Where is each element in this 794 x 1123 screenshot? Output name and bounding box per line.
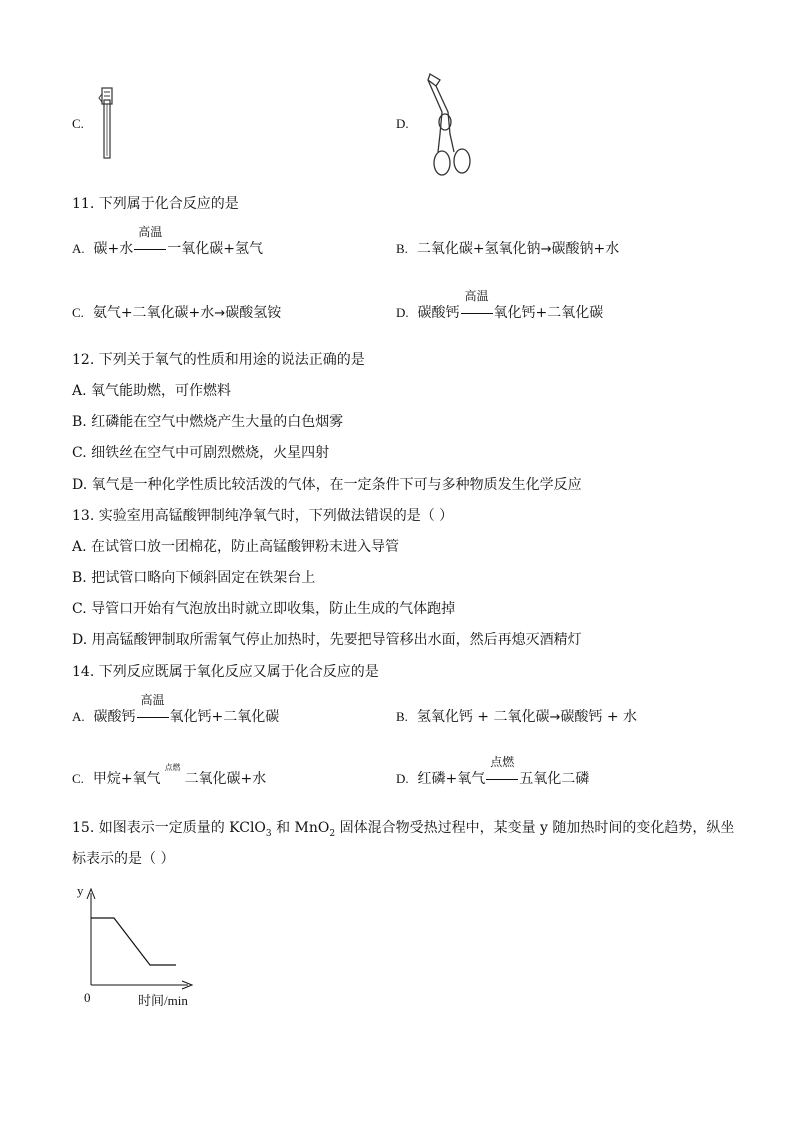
q14-b-products: 碳酸钙 + 水 — [560, 709, 638, 725]
q11-option-b — [396, 238, 619, 258]
q13-option-a: A. 在试管口放一团棉花，防止高锰酸钾粉末进入导管 — [72, 539, 400, 555]
q11-c-label: C. — [72, 305, 84, 320]
q14-option-a — [72, 693, 280, 726]
q14-a-label: A. — [72, 709, 85, 724]
test-tube-clamp-image — [96, 86, 120, 162]
q13-option-c: C. 导管口开始有气泡放出时就立即收集，防止生成的气体跑掉 — [72, 601, 456, 617]
q14-d-label: D. — [396, 771, 409, 786]
q11-a-condition: 高温 — [133, 241, 167, 257]
q11-a-reactants: 碳+水 — [93, 241, 134, 257]
option-d-label: D. — [396, 116, 409, 131]
y-axis-label: y — [77, 883, 84, 898]
q12-option-d: D. 氧气是一种化学性质比较活泼的气体，在一定条件下可与多种物质发生化学反应 — [72, 477, 582, 493]
q15-stem-line2: 标表示的是（ ） — [72, 851, 175, 867]
q14-option-b — [396, 706, 637, 726]
q11-option-a — [72, 225, 264, 258]
origin-label: 0 — [84, 990, 91, 1005]
q11-b-reactants: 二氧化碳+氢氧化钠 — [416, 241, 541, 257]
q14-d-products: 五氧化二磷 — [519, 771, 590, 787]
q11-c-reactants: 氨气+二氧化碳+水 — [92, 305, 215, 321]
reaction-arrow-icon: → — [549, 710, 561, 725]
q11-d-products: 氧化钙+二氧化碳 — [493, 305, 604, 321]
q11-stem: 11. 下列属于化合反应的是 — [72, 196, 239, 212]
q11-d-label: D. — [396, 305, 409, 320]
q14-d-condition: 点燃 — [485, 771, 519, 787]
q14-c-label: C. — [72, 771, 84, 786]
q15-graph — [70, 881, 210, 1009]
q13-option-d: D. 用高锰酸钾制取所需氧气停止加热时，先要把导管移出水面，然后再熄灭酒精灯 — [72, 632, 582, 648]
q14-a-condition: 高温 — [136, 709, 170, 725]
q12-stem: 12. 下列关于氧气的性质和用途的说法正确的是 — [72, 352, 365, 368]
q15-stem: 15. 如图表示一定质量的 KClO$_3$ 和 MnO$_2$ 固体混合物受热过程中，某变量 y 随加热时间的变化趋势，纵坐 — [72, 820, 735, 839]
q12-option-a: A. 氧气能助燃，可作燃料 — [72, 383, 232, 399]
q14-b-reactants: 氢氧化钙 + 二氧化碳 — [416, 709, 550, 725]
q14-b-label: B. — [396, 709, 408, 724]
q11-a-label: A. — [72, 241, 85, 256]
reaction-arrow-icon: → — [540, 242, 552, 257]
q14-option-d — [396, 755, 590, 788]
q11-c-products: 碳酸氢铵 — [225, 305, 282, 321]
option-c-label: C. — [72, 116, 84, 131]
q14-c-products: 二氧化碳+水 — [184, 771, 267, 787]
q11-b-label: B. — [396, 241, 408, 256]
x-axis-label: 时间/min — [138, 993, 188, 1008]
q14-a-products: 氧化钙+二氧化碳 — [169, 709, 280, 725]
q13-option-b: B. 把试管口略向下倾斜固定在铁架台上 — [72, 570, 316, 586]
y-trend-line — [91, 918, 176, 965]
q11-option-c — [72, 302, 281, 322]
q11-option-d — [396, 289, 604, 322]
q13-stem: 13. 实验室用高锰酸钾制纯净氧气时，下列做法错误的是（ ） — [72, 508, 454, 524]
q11-b-products: 碳酸钠+水 — [551, 241, 620, 257]
q12-option-b: B. 红磷能在空气中燃烧产生大量的白色烟雾 — [72, 414, 344, 430]
q11-d-condition: 高温 — [460, 305, 494, 321]
q14-option-c — [72, 763, 267, 788]
q14-stem: 14. 下列反应既属于氧化反应又属于化合反应的是 — [72, 664, 379, 680]
reaction-arrow-icon: → — [214, 306, 226, 321]
q14-c-reactants: 甲烷+氧气 — [92, 771, 161, 787]
q14-c-condition: 点燃 — [164, 763, 181, 772]
q11-a-products: 一氧化碳+氢气 — [167, 241, 264, 257]
crucible-tongs-image — [418, 72, 478, 180]
q14-a-reactants: 碳酸钙 — [93, 709, 136, 725]
q11-d-reactants: 碳酸钙 — [417, 305, 460, 321]
q14-d-reactants: 红磷+氧气 — [417, 771, 486, 787]
q12-option-c: C. 细铁丝在空气中可剧烈燃烧，火星四射 — [72, 445, 330, 461]
